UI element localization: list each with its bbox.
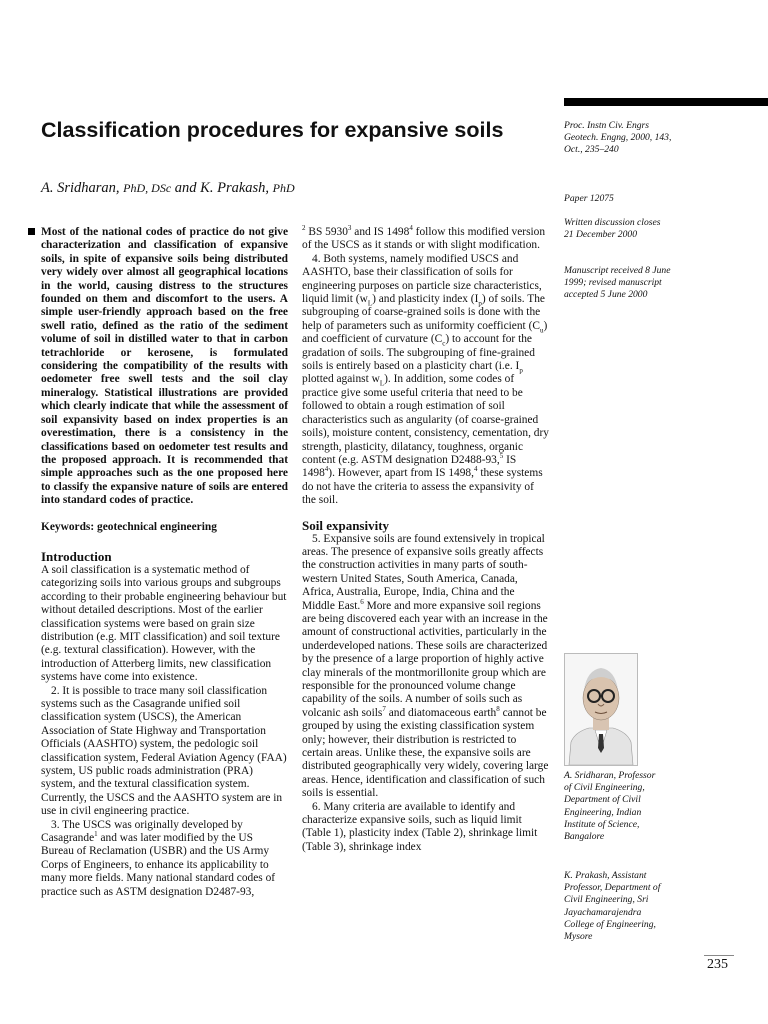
- author-1-degree: PhD, DSc: [123, 181, 172, 195]
- author-2-caption: K. Prakash, Assistant Professor, Department of Civil Engineering, Sri Jayachamarajendra College of Engineering, Mysore: [564, 870, 661, 943]
- author-1-caption: A. Sridharan, Professor of Civil Engineering, Department of Civil Engineering, Indian Institute of Science, Bangalore: [564, 770, 656, 843]
- citation: 4: [409, 224, 413, 233]
- author-2-name: K. Prakash,: [200, 180, 270, 196]
- author-line: [41, 180, 295, 197]
- author-2-degree: PhD: [272, 181, 295, 195]
- paragraph-3: 3. The USCS was originally developed by Casagrande$^1$ and was later modified by the US Bureau of Reclamation (USBR) and the US Army Corps of Engineers, to enhance its applicability to many more fields. Many national standard codes of practice such as ASTM designation D2487-93,: [41, 818, 276, 898]
- citation: 1: [94, 830, 98, 839]
- page-number-rule: [704, 955, 734, 956]
- paper-title: Classification procedures for expansive soils: [41, 118, 504, 142]
- citation: 5: [499, 452, 504, 461]
- paragraph-3-continued: $^2$ BS 5930$^3$ and IS 1498$^4$ follow this modified version of the USCS as it stands or with slight modification.: [302, 224, 546, 252]
- paper-number: Paper 12075: [564, 193, 614, 204]
- citation: 4: [473, 465, 478, 474]
- paragraph-5: 5. Expansive soils are found extensively in tropical areas. The presence of expansive soils greatly affects the construction activities in many parts of south-western United States, South America, Canada, Africa, Australia, Europe, India, China and the Middle East.$^6$ More and more expansive soil regions are being discovered each year with an increase in the amount of constructional activities, particularly in the underdeveloped nations. These soils are characterized by the presence of a large proportion of highly active clay minerals of the montmorillonite group which are responsible for the pronounced volume change capability of the soils. A number of soils such as volcanic ash soils$^7$ and diatomaceous earth$^8$ cannot be grouped by using the existing classification system only; however, their distribution is restricted to certain areas. Unlike these, the expansive soils are distributed geographically very widely, covering large areas. Hence, identification and classification of such soils is essential.: [302, 532, 549, 800]
- citation: 3: [347, 224, 352, 233]
- manuscript-dates: Manuscript received 8 June 1999; revised manuscript accepted 5 June 2000: [564, 265, 671, 301]
- section-heading-soil-expansivity: Soil expansivity: [302, 517, 390, 533]
- section-heading-introduction: Introduction: [41, 548, 112, 564]
- paragraph-2: 2. It is possible to trace many soil classification systems such as the Casagrande unified soil classification system (USCS), the American Association of State Highway and Transportation Officials (AASHTO) system, the pedologic soil classification system, Federal Aviation Agency (FAA) system, US public roads administration (PRA) system, and the textural classification system. Currently, the USCS and the AASHTO system are in use in civil engineering practice.: [41, 684, 287, 818]
- paragraph-1: A soil classification is a systematic method of categorizing soils into various groups and subgroups according to their probable engineering behaviour but without detailed descriptions. Most of the earlier classification systems were based on grain size distribution (e.g. MIT classification) and soil texture (e.g. textural classification). However, with the introduction of Atterberg limits, new classification systems have come into existence.: [41, 563, 287, 684]
- column-middle: [302, 226, 550, 854]
- citation: 8: [496, 705, 500, 714]
- citation: 4: [324, 465, 329, 474]
- author-1-name: A. Sridharan,: [41, 180, 120, 196]
- journal-citation: Proc. Instn Civ. Engrs Geotech. Engng, 2000, 143, Oct., 235–240: [564, 120, 672, 156]
- discussion-note: Written discussion closes 21 December 2000: [564, 217, 661, 241]
- citation: 2: [302, 224, 306, 233]
- page-number: 235: [707, 957, 728, 972]
- abstract-text: Most of the national codes of practice do not give characterization and classification of expansive soils, in spite of expansive soils being distributed very widely over almost all geographical locations in the world, causing distress to the structures founded on them and discomfort to the users. A simple user-friendly approach based on the free swell ratio, defined as the ratio of the sediment volume of soil in distilled water to that in carbon tetrachloride or kerosene, is formulated considering the compatibility of the results with oedometer free swell tests and the soil clay mineralogy. Statistical illustrations are provided which clearly indicate that while the assessment of soil expansivity based on index properties is an overestimation, there is a consistency in the classifications based on oedometer test results and the proposed approach. It is recommended that simple approaches such as the one proposed here to classify the expansive nature of soils are entered into standard codes of practice.: [41, 226, 288, 507]
- header-rule: [564, 98, 768, 106]
- citation: 7: [382, 705, 386, 714]
- author-portrait-icon: [565, 654, 637, 765]
- abstract: [41, 226, 288, 508]
- citation: 6: [360, 597, 364, 606]
- column-left: [41, 226, 288, 899]
- paragraph-4: 4. Both systems, namely modified USCS and AASHTO, base their classification of soils for engineering purposes on particle size characteristics, liquid limit $(w_L)$ and plasticity index $(I_p)$ of soils. The subgrouping of coarse-grained soils is done with the help of parameters such as uniformity coefficient $(C_u)$ and coefficient of curvature $(C_c)$ to account for the gradation of soils. The subgrouping of fine-grained soils is entirely based on a plasticity chart (i.e. $I_p$ plotted against $w_L$). In addition, some codes of practice give some useful criteria that need to be followed to obtain a rough estimation of soil characteristics such as angularity (of coarse-grained soils), moisture content, consistency, cementation, dry strength, plasticity, dilatancy, toughness, organic content (e.g. ASTM designation D2488-93,$^5$ IS 1498$^4$). However, apart from IS 1498,$^4$ these systems do not have the criteria to assess the expansivity of the soil.: [302, 252, 549, 507]
- abstract-bullet-icon: [28, 228, 35, 235]
- keywords: Keywords: geotechnical engineering: [41, 520, 217, 533]
- paragraph-6: 6. Many criteria are available to identify and characterize expansive soils, such as liquid limit (Table 1), plasticity index (Table 2), shrinkage limit (Table 3), shrinkage index: [302, 800, 538, 853]
- author-conjunction: and: [174, 180, 197, 196]
- author-photo: [564, 653, 638, 766]
